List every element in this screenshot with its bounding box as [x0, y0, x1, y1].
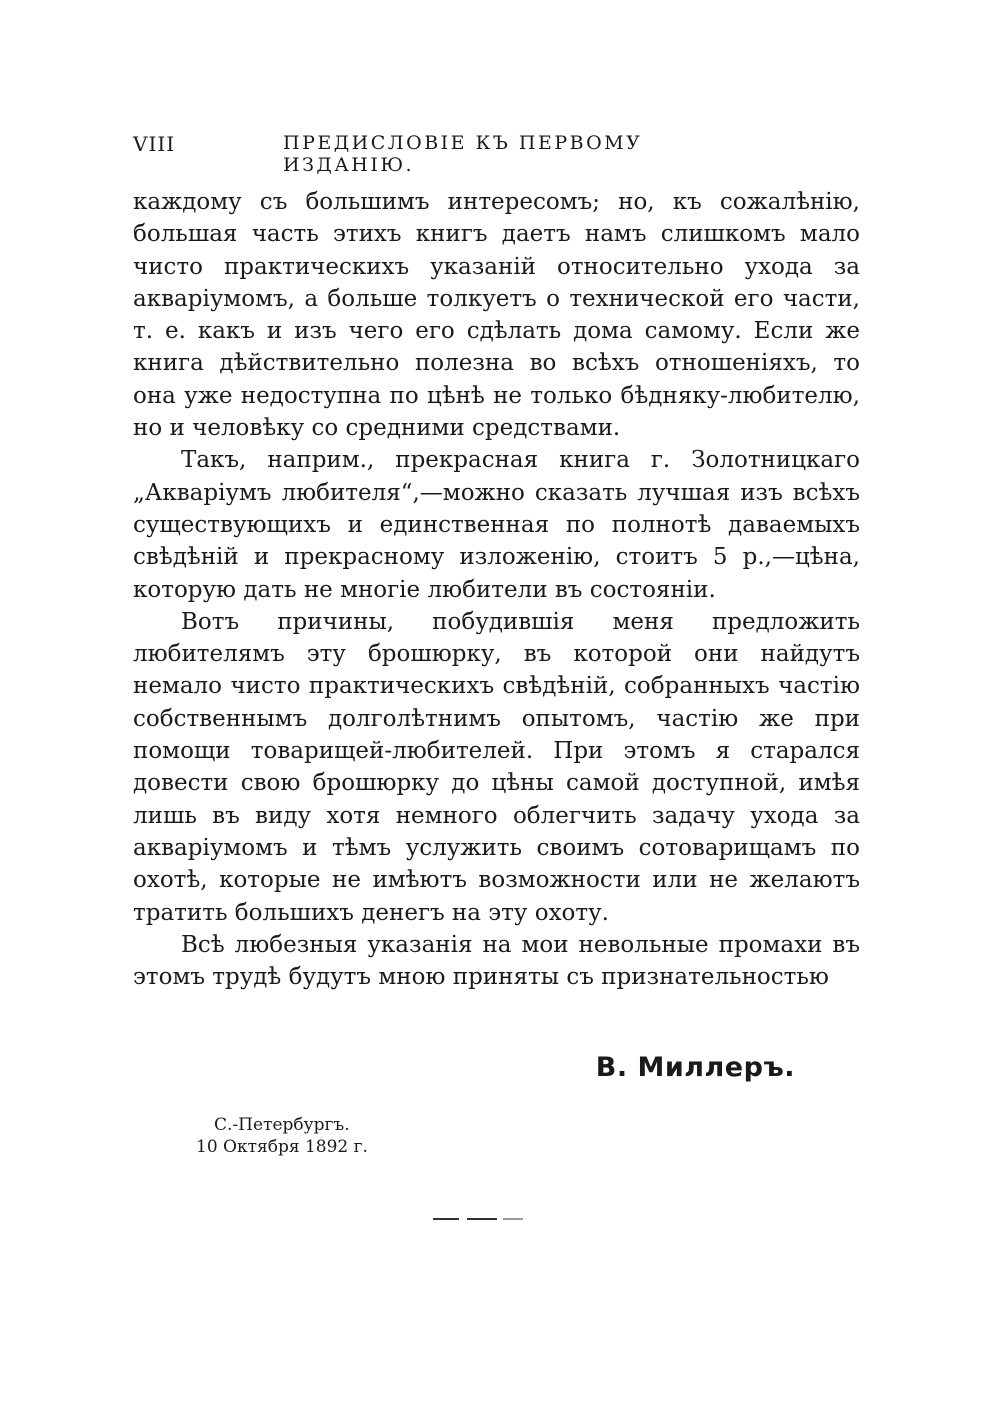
page-number: VIII [133, 132, 176, 156]
author-signature: В. Миллеръ. [595, 1052, 795, 1083]
page-header [133, 132, 733, 176]
paragraph: Такъ, наприм., прекрасная книга г. Золотницкаго „Акваріумъ любителя“,—можно сказать лучшая изъ всѣхъ существующихъ и единственная по полнотѣ даваемыхъ свѣдѣній и прекрасному изложенію, стоитъ 5 р.,—цѣна, которую дать не многіе любители въ состояніи. [133, 447, 860, 603]
end-ornament-rule [433, 1218, 523, 1221]
rule-segment [433, 1218, 459, 1220]
paragraph: Вотъ причины, побудившія меня предложить любителямъ эту брошюрку, въ которой они найдутъ немало чисто практическихъ свѣдѣній, собранныхъ частію собственнымъ долголѣтнимъ опытомъ, частію же при помощи товарищей-любителей. При этомъ я старался довести свою брошюрку до цѣны самой доступной, имѣя лишь въ виду хотя немного облегчить задачу ухода за акваріумомъ и тѣмъ услужить своимъ сотоварищамъ по охотѣ, которые не имѣютъ возможности или не желаютъ тратить большихъ денегъ на эту охоту. [133, 608, 860, 926]
rule-segment [467, 1218, 497, 1220]
dateline [196, 1114, 368, 1158]
dateline-place: С.-Петербургъ. [214, 1115, 350, 1135]
dateline-date: 10 Октября 1892 г. [196, 1137, 368, 1157]
paragraph: Всѣ любезныя указанія на мои невольные промахи въ этомъ трудѣ будутъ мною приняты съ признательностью [133, 931, 860, 991]
rule-segment [503, 1218, 523, 1220]
preface-text [133, 186, 860, 993]
running-title: ПРЕДИСЛОВІЕ КЪ ПЕРВОМУ ИЗДАНІЮ. [283, 132, 643, 176]
paragraph-continued: каждому съ большимъ интересомъ; но, къ сожалѣнію, большая часть этихъ книгъ даетъ намъ слишкомъ мало чисто практическихъ указаній относительно ухода за акваріумомъ, а больше толкуетъ о технической его части, т. е. какъ и изъ чего его сдѣлать дома самому. Если же книга дѣйствительно полезна во всѣхъ отношеніяхъ, то она уже недоступна по цѣнѣ не только бѣдняку-любителю, но и человѣку со средними средствами. [133, 189, 860, 442]
